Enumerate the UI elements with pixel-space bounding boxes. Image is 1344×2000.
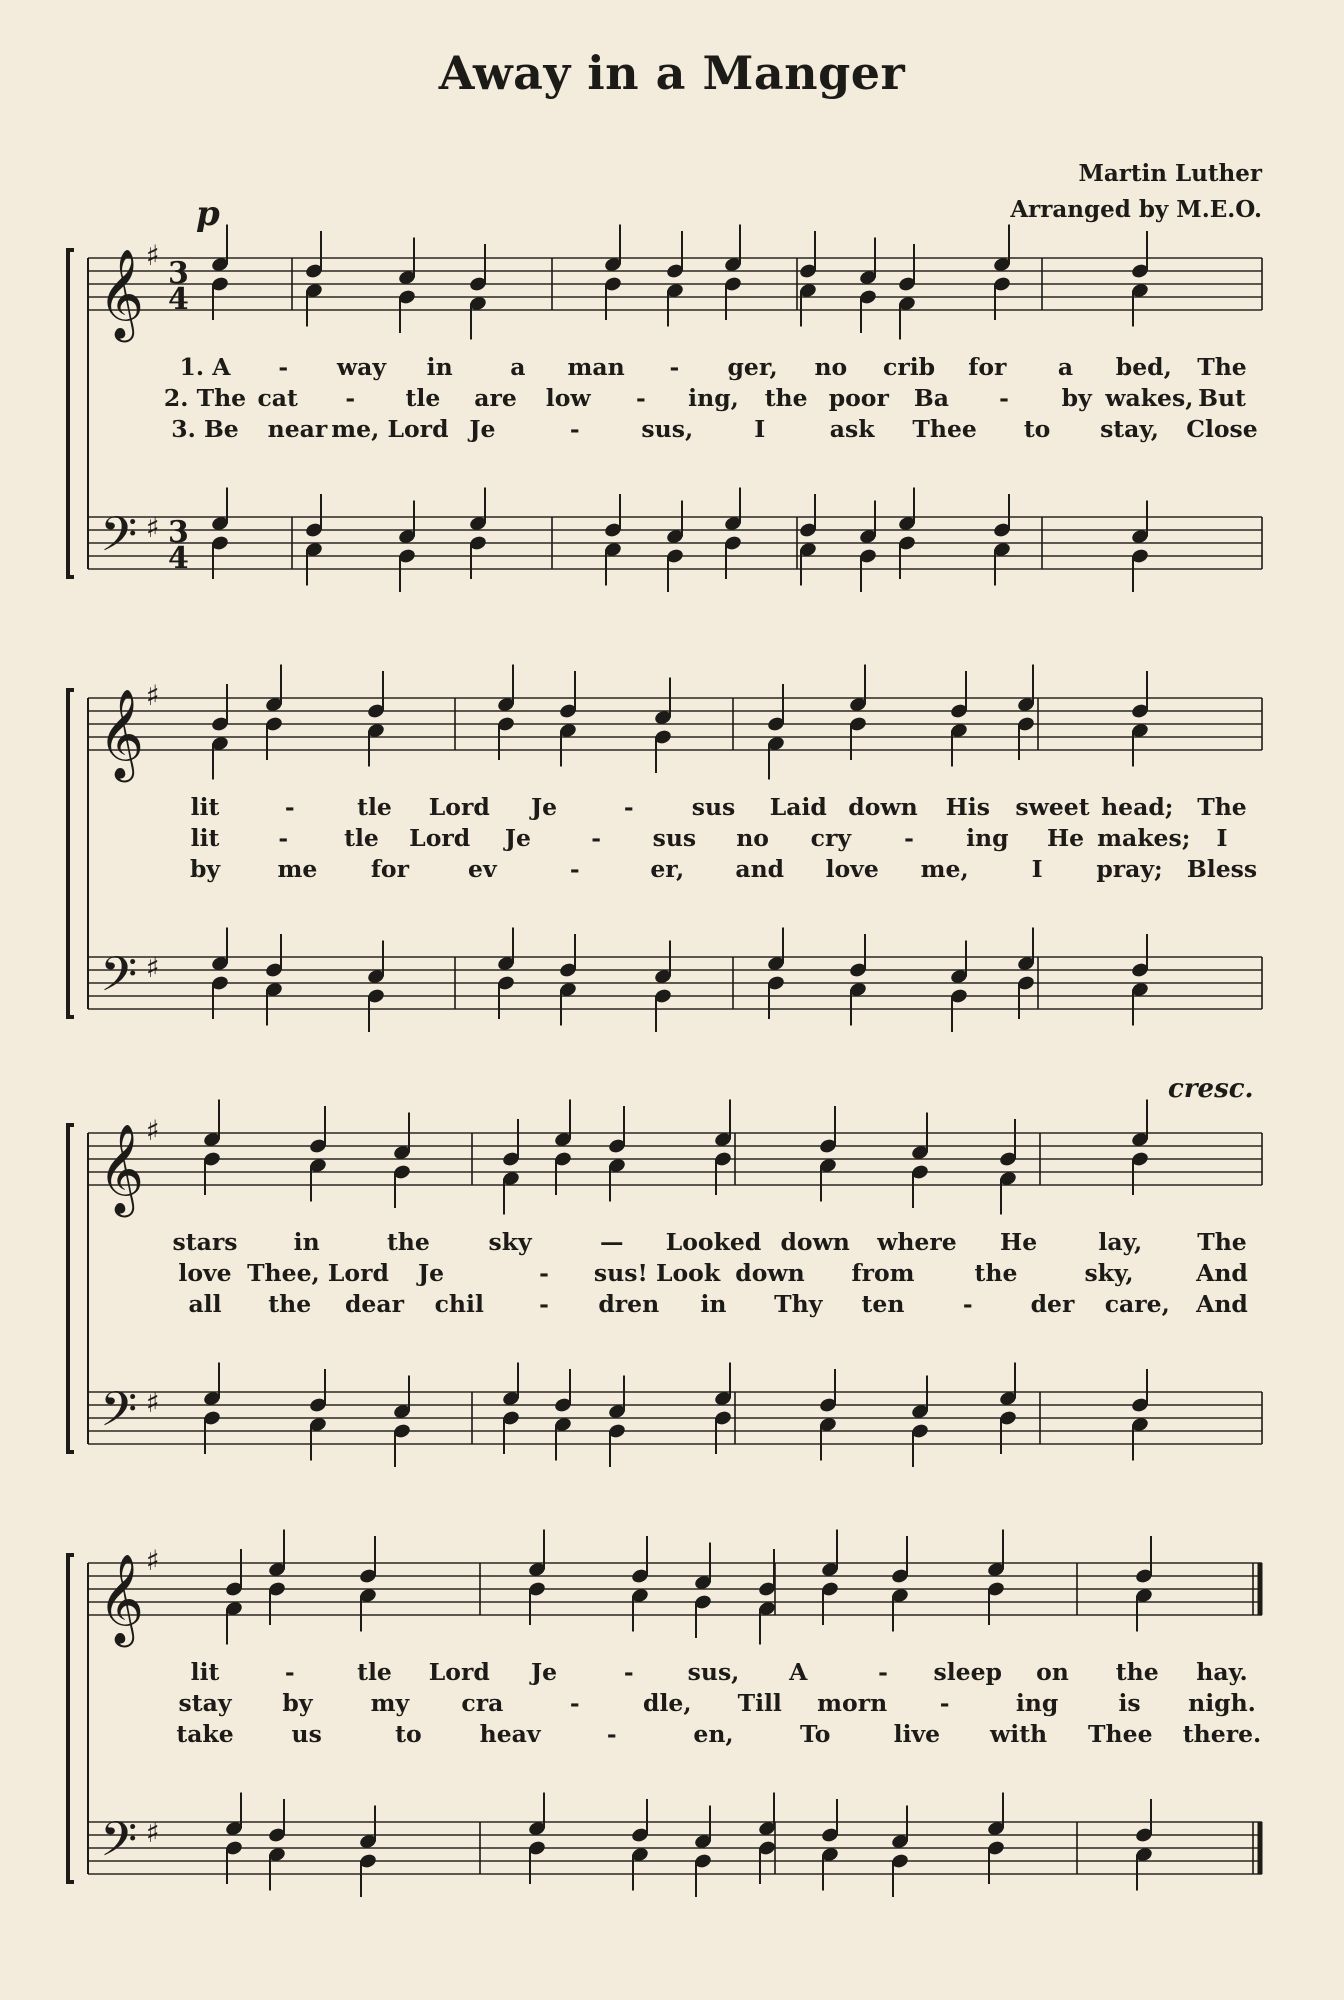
lyric-syllable: sus — [691, 793, 736, 821]
lyric-syllable: bed, — [1115, 353, 1172, 381]
note-chord — [553, 1100, 572, 1196]
note-chord — [366, 941, 385, 1033]
lyric-syllable: crib — [883, 353, 936, 381]
note-chord — [713, 1363, 732, 1455]
note-chord — [858, 501, 877, 593]
note-chord — [392, 1376, 411, 1468]
lyric-syllable: and — [735, 855, 785, 883]
lyric-syllable: to — [395, 1720, 422, 1748]
lyric-syllable: tle — [344, 824, 379, 852]
lyric-syllable: the — [974, 1259, 1018, 1287]
lyric-syllable: His — [945, 793, 990, 821]
key-sharp-icon: ♯ — [146, 1386, 160, 1419]
note-chord — [949, 941, 968, 1033]
note-chord — [910, 1376, 929, 1468]
note-chord — [818, 1369, 837, 1461]
lyric-syllable: in — [293, 1228, 320, 1256]
note-chord — [1016, 928, 1035, 1020]
note-chord — [397, 501, 416, 593]
lyric-syllable: sky, — [1084, 1259, 1134, 1287]
lyric-syllable: from — [851, 1259, 915, 1287]
lyric-syllable: 2. The — [163, 384, 247, 412]
note-chord — [653, 941, 672, 1033]
lyric-syllable: ger, — [727, 353, 778, 381]
note-chord — [527, 1793, 546, 1885]
note-chord — [1134, 1799, 1153, 1891]
note-chord — [358, 1536, 377, 1632]
note-chord — [264, 665, 283, 761]
music-system — [0, 1545, 1344, 1925]
note-chord — [1130, 671, 1149, 767]
lyric-syllable: - — [999, 384, 1009, 412]
note-chord — [630, 1536, 649, 1632]
note-chord — [468, 488, 487, 580]
lyric-syllable: take — [176, 1720, 234, 1748]
note-chord — [607, 1376, 626, 1468]
lyric-syllable: wakes, — [1105, 384, 1194, 412]
lyric-syllable: A — [789, 1658, 808, 1686]
lyric-syllable: - — [591, 824, 602, 852]
note-chord — [1134, 1536, 1153, 1632]
lyric-syllable: cry — [810, 824, 852, 852]
lyric-syllable: hay. — [1196, 1658, 1248, 1686]
lyric-syllable: I — [1216, 824, 1228, 852]
note-chord — [603, 225, 622, 321]
treble-staff — [88, 1133, 1262, 1185]
lyric-syllable: And — [1196, 1259, 1248, 1287]
lyric-syllable: low — [545, 384, 591, 412]
lyric-syllable: He — [1000, 1228, 1038, 1256]
lyric-syllable: - — [878, 1658, 888, 1686]
lyric-syllable: for — [968, 353, 1007, 381]
lyric-syllable: Thee — [1088, 1720, 1153, 1748]
lyric-syllable: man — [567, 353, 625, 381]
lyric-syllable: He — [1046, 824, 1085, 852]
lyric-syllable: makes; — [1097, 824, 1191, 852]
note-chord — [630, 1799, 649, 1891]
key-sharp-icon: ♯ — [146, 511, 160, 544]
lyric-syllable: tle — [405, 384, 441, 412]
lyric-syllable: Ba — [913, 384, 949, 412]
bass-clef-icon: 𝄢 — [100, 946, 138, 1014]
lyric-syllable: morn — [817, 1689, 888, 1717]
time-signature-bottom: 4 — [168, 282, 189, 317]
lyric-syllable: Lord — [428, 1658, 490, 1686]
lyric-syllable: en, — [693, 1720, 734, 1748]
note-chord — [890, 1806, 909, 1898]
system-bracket — [68, 690, 74, 1017]
note-chord — [848, 665, 867, 761]
lyric-syllable: head; — [1101, 793, 1174, 821]
bass-staff — [88, 1392, 1262, 1444]
lyric-syllable: Je — [504, 824, 531, 852]
note-chord — [558, 934, 577, 1026]
lyric-syllable: no — [736, 824, 769, 852]
note-chord — [910, 1113, 929, 1209]
lyric-syllable: The — [1197, 1228, 1247, 1256]
note-chord — [757, 1793, 776, 1885]
lyric-syllable: Close — [1186, 415, 1258, 443]
note-chord — [653, 678, 672, 774]
hymn-title: Away in a Manger — [438, 46, 906, 100]
lyric-syllable: ing — [966, 824, 1009, 852]
lyric-syllable: Thy — [774, 1290, 823, 1318]
lyric-syllable: ing — [1015, 1689, 1059, 1717]
note-chord — [798, 231, 817, 327]
note-chord — [693, 1543, 712, 1639]
time-signature-top: 3 — [168, 256, 189, 291]
note-chord — [665, 501, 684, 593]
lyric-syllable: - — [284, 1658, 295, 1686]
lyric-syllable: Thee, Lord — [247, 1259, 389, 1287]
note-chord — [210, 225, 229, 321]
lyric-syllable: for — [370, 855, 409, 883]
lyric-syllable: - — [345, 384, 356, 412]
note-chord — [820, 1799, 839, 1891]
lyric-syllable: - — [569, 855, 580, 883]
system-bracket — [68, 250, 74, 577]
lyric-syllable: ten — [861, 1290, 905, 1318]
lyric-syllable: The — [1197, 353, 1247, 381]
note-chord — [858, 238, 877, 334]
lyric-syllable: - — [278, 353, 289, 381]
lyric-syllable: sus! Look — [593, 1259, 721, 1287]
note-chord — [603, 494, 622, 586]
arranger-credit: Arranged by M.E.O. — [1010, 196, 1262, 223]
lyric-syllable: Laid — [769, 793, 827, 821]
note-chord — [798, 494, 817, 586]
note-chord — [1130, 1100, 1149, 1196]
time-signature-bottom: 4 — [168, 541, 189, 576]
lyric-syllable: ask — [829, 415, 875, 443]
treble-staff — [88, 1563, 1262, 1615]
note-chord — [986, 1530, 1005, 1626]
note-chord — [992, 225, 1011, 321]
note-chord — [998, 1363, 1017, 1455]
lyric-syllable: - — [904, 824, 914, 852]
note-chord — [527, 1530, 546, 1626]
treble-clef-icon: 𝄞 — [98, 1554, 145, 1644]
note-chord — [949, 671, 968, 767]
lyric-syllable: ing, — [688, 384, 739, 412]
lyric-syllable: where — [877, 1228, 957, 1256]
note-chord — [897, 488, 916, 580]
lyric-syllable: to — [1023, 415, 1051, 443]
lyric-syllable: there. — [1182, 1720, 1262, 1748]
lyric-syllable: - — [539, 1259, 549, 1287]
note-chord — [224, 1793, 243, 1885]
lyric-syllable: 1. A — [179, 353, 231, 381]
note-chord — [496, 928, 515, 1020]
lyric-syllable: Till — [737, 1689, 782, 1717]
lyric-syllable: no — [814, 353, 848, 381]
lyric-syllable: love — [178, 1259, 232, 1287]
note-chord — [308, 1106, 327, 1202]
note-chord — [848, 934, 867, 1026]
note-chord — [1130, 934, 1149, 1026]
key-sharp-icon: ♯ — [146, 951, 160, 984]
note-chord — [723, 488, 742, 580]
bass-staff — [88, 1822, 1262, 1874]
lyric-syllable: der — [1030, 1290, 1075, 1318]
lyric-syllable: a — [510, 353, 526, 381]
lyric-syllable: dear — [345, 1290, 404, 1318]
lyric-syllable: - — [939, 1689, 950, 1717]
note-chord — [267, 1799, 286, 1891]
note-chord — [992, 494, 1011, 586]
treble-clef-icon: 𝄞 — [98, 689, 145, 779]
treble-clef-icon: 𝄞 — [98, 249, 145, 339]
lyric-syllable: way — [336, 353, 387, 381]
note-chord — [820, 1530, 839, 1626]
lyric-syllable: the — [1115, 1658, 1159, 1686]
key-sharp-icon: ♯ — [146, 1816, 160, 1849]
lyric-syllable: - — [606, 1720, 617, 1748]
lyric-syllable: I — [1031, 855, 1043, 883]
lyric-syllable: in — [426, 353, 453, 381]
lyric-syllable: tle — [357, 1658, 392, 1686]
note-chord — [713, 1100, 732, 1196]
lyric-syllable: the — [268, 1290, 312, 1318]
key-sharp-icon: ♯ — [146, 239, 160, 272]
lyric-syllable: - — [278, 824, 289, 852]
note-chord — [607, 1106, 626, 1202]
lyric-syllable: Je — [417, 1259, 445, 1287]
lyric-syllable: in — [700, 1290, 727, 1318]
key-sharp-icon: ♯ — [146, 1544, 160, 1577]
note-chord — [693, 1806, 712, 1898]
time-signature-top: 3 — [168, 515, 189, 550]
dynamic-marking: cresc. — [1168, 1074, 1254, 1104]
note-chord — [890, 1536, 909, 1632]
note-chord — [1130, 1369, 1149, 1461]
note-chord — [264, 934, 283, 1026]
lyric-syllable: dle, — [643, 1689, 692, 1717]
lyric-syllable: by — [189, 855, 221, 883]
lyric-syllable: - — [539, 1290, 549, 1318]
lyric-syllable: down — [780, 1228, 850, 1256]
lyric-syllable: heav — [479, 1720, 541, 1748]
lyric-syllable: But — [1198, 384, 1246, 412]
lyric-syllable: And — [1196, 1290, 1248, 1318]
lyric-syllable: - — [284, 793, 295, 821]
note-chord — [202, 1100, 221, 1196]
note-chord — [501, 1363, 520, 1455]
lyric-syllable: I — [754, 415, 766, 443]
lyric-syllable: lay, — [1098, 1228, 1143, 1256]
lyric-syllable: sus — [652, 824, 697, 852]
lyric-syllable: by — [1061, 384, 1092, 412]
treble-clef-icon: 𝄞 — [98, 1124, 145, 1214]
note-chord — [1016, 665, 1035, 761]
note-chord — [210, 928, 229, 1020]
lyric-syllable: ev — [468, 855, 497, 883]
lyric-syllable: dren — [598, 1290, 660, 1318]
lyric-syllable: lit — [190, 1658, 220, 1686]
lyric-syllable: - — [623, 793, 634, 821]
note-chord — [308, 1369, 327, 1461]
lyric-syllable: Lord — [409, 824, 471, 852]
note-chord — [1130, 231, 1149, 327]
system-bracket — [68, 1555, 74, 1882]
lyric-syllable: stars — [172, 1228, 238, 1256]
lyric-syllable: - — [569, 1689, 580, 1717]
lyric-syllable: chil — [434, 1290, 484, 1318]
lyric-syllable: sleep — [933, 1658, 1002, 1686]
lyric-syllable: the — [764, 384, 808, 412]
note-chord — [358, 1806, 377, 1898]
lyric-syllable: Je — [530, 793, 558, 821]
note-chord — [818, 1106, 837, 1202]
lyric-syllable: me, — [920, 855, 969, 883]
lyric-syllable: lit — [190, 824, 220, 852]
bass-clef-icon: 𝄢 — [100, 506, 138, 574]
lyric-syllable: down — [735, 1259, 805, 1287]
key-sharp-icon: ♯ — [146, 1114, 160, 1147]
lyric-syllable: pray; — [1096, 855, 1163, 883]
lyric-syllable: a — [1057, 353, 1074, 381]
lyric-syllable: Lord — [428, 793, 490, 821]
lyric-syllable: cat — [257, 384, 298, 412]
lyric-syllable: 3. Be — [171, 415, 239, 443]
lyric-syllable: Je — [469, 415, 496, 443]
lyric-syllable: care, — [1104, 1290, 1170, 1318]
treble-staff — [88, 698, 1262, 750]
note-chord — [665, 231, 684, 327]
lyric-syllable: - — [669, 353, 680, 381]
lyric-syllable: cra — [461, 1689, 504, 1717]
lyric-syllable: To — [799, 1720, 831, 1748]
note-chord — [496, 665, 515, 761]
note-chord — [210, 488, 229, 580]
note-chord — [723, 225, 742, 321]
lyric-syllable: — — [600, 1228, 624, 1256]
lyric-syllable: nigh. — [1188, 1689, 1256, 1717]
key-sharp-icon: ♯ — [146, 679, 160, 712]
lyric-syllable: the — [386, 1228, 430, 1256]
lyric-syllable: lit — [190, 793, 220, 821]
lyric-syllable: live — [893, 1720, 941, 1748]
bass-clef-icon: 𝄢 — [100, 1811, 138, 1879]
note-chord — [392, 1113, 411, 1209]
note-chord — [766, 928, 785, 1020]
note-chord — [986, 1793, 1005, 1885]
lyric-syllable: love — [825, 855, 879, 883]
lyric-syllable: The — [1197, 793, 1247, 821]
lyric-syllable: with — [990, 1720, 1048, 1748]
lyric-syllable: us — [291, 1720, 322, 1748]
system-bracket — [68, 1125, 74, 1452]
note-chord — [1130, 501, 1149, 593]
bass-staff — [88, 957, 1262, 1009]
dynamic-marking: p — [196, 194, 220, 234]
bass-clef-icon: 𝄢 — [100, 1381, 138, 1449]
music-system — [0, 680, 1344, 1060]
lyric-syllable: Thee — [912, 415, 977, 443]
note-chord — [304, 494, 323, 586]
music-system — [0, 1074, 1344, 1495]
lyric-syllable: poor — [828, 384, 889, 412]
lyric-syllable: me, Lord — [331, 415, 449, 443]
bar-line — [1253, 1563, 1260, 1874]
lyric-syllable: sky — [488, 1228, 532, 1256]
lyric-syllable: - — [623, 1658, 634, 1686]
lyric-syllable: - — [569, 415, 580, 443]
note-chord — [366, 671, 385, 767]
note-chord — [553, 1369, 572, 1461]
note-chord — [397, 238, 416, 334]
lyric-syllable: sus, — [687, 1658, 740, 1686]
lyric-syllable: by — [282, 1689, 313, 1717]
author-credit: Martin Luther — [1078, 160, 1262, 187]
note-chord — [558, 671, 577, 767]
lyric-syllable: Looked — [665, 1228, 762, 1256]
lyric-syllable: er, — [650, 855, 685, 883]
lyric-syllable: down — [848, 793, 918, 821]
lyric-syllable: are — [474, 384, 517, 412]
lyric-syllable: - — [962, 1290, 973, 1318]
note-chord — [304, 231, 323, 327]
lyric-syllable: stay, — [1100, 415, 1159, 443]
lyric-syllable: tle — [357, 793, 392, 821]
note-chord — [267, 1530, 286, 1626]
lyric-syllable: near — [267, 415, 328, 443]
lyric-syllable: is — [1118, 1689, 1141, 1717]
lyric-syllable: stay — [178, 1689, 232, 1717]
lyric-syllable: Je — [530, 1658, 558, 1686]
lyric-syllable: - — [635, 384, 646, 412]
note-chord — [202, 1363, 221, 1455]
lyric-syllable: on — [1036, 1658, 1069, 1686]
lyric-syllable: all — [188, 1290, 222, 1318]
lyric-syllable: me — [277, 855, 318, 883]
lyric-syllable: sus, — [641, 415, 694, 443]
lyric-syllable: Bless — [1186, 855, 1258, 883]
lyric-syllable: my — [370, 1689, 410, 1717]
lyric-syllable: sweet — [1015, 793, 1090, 821]
